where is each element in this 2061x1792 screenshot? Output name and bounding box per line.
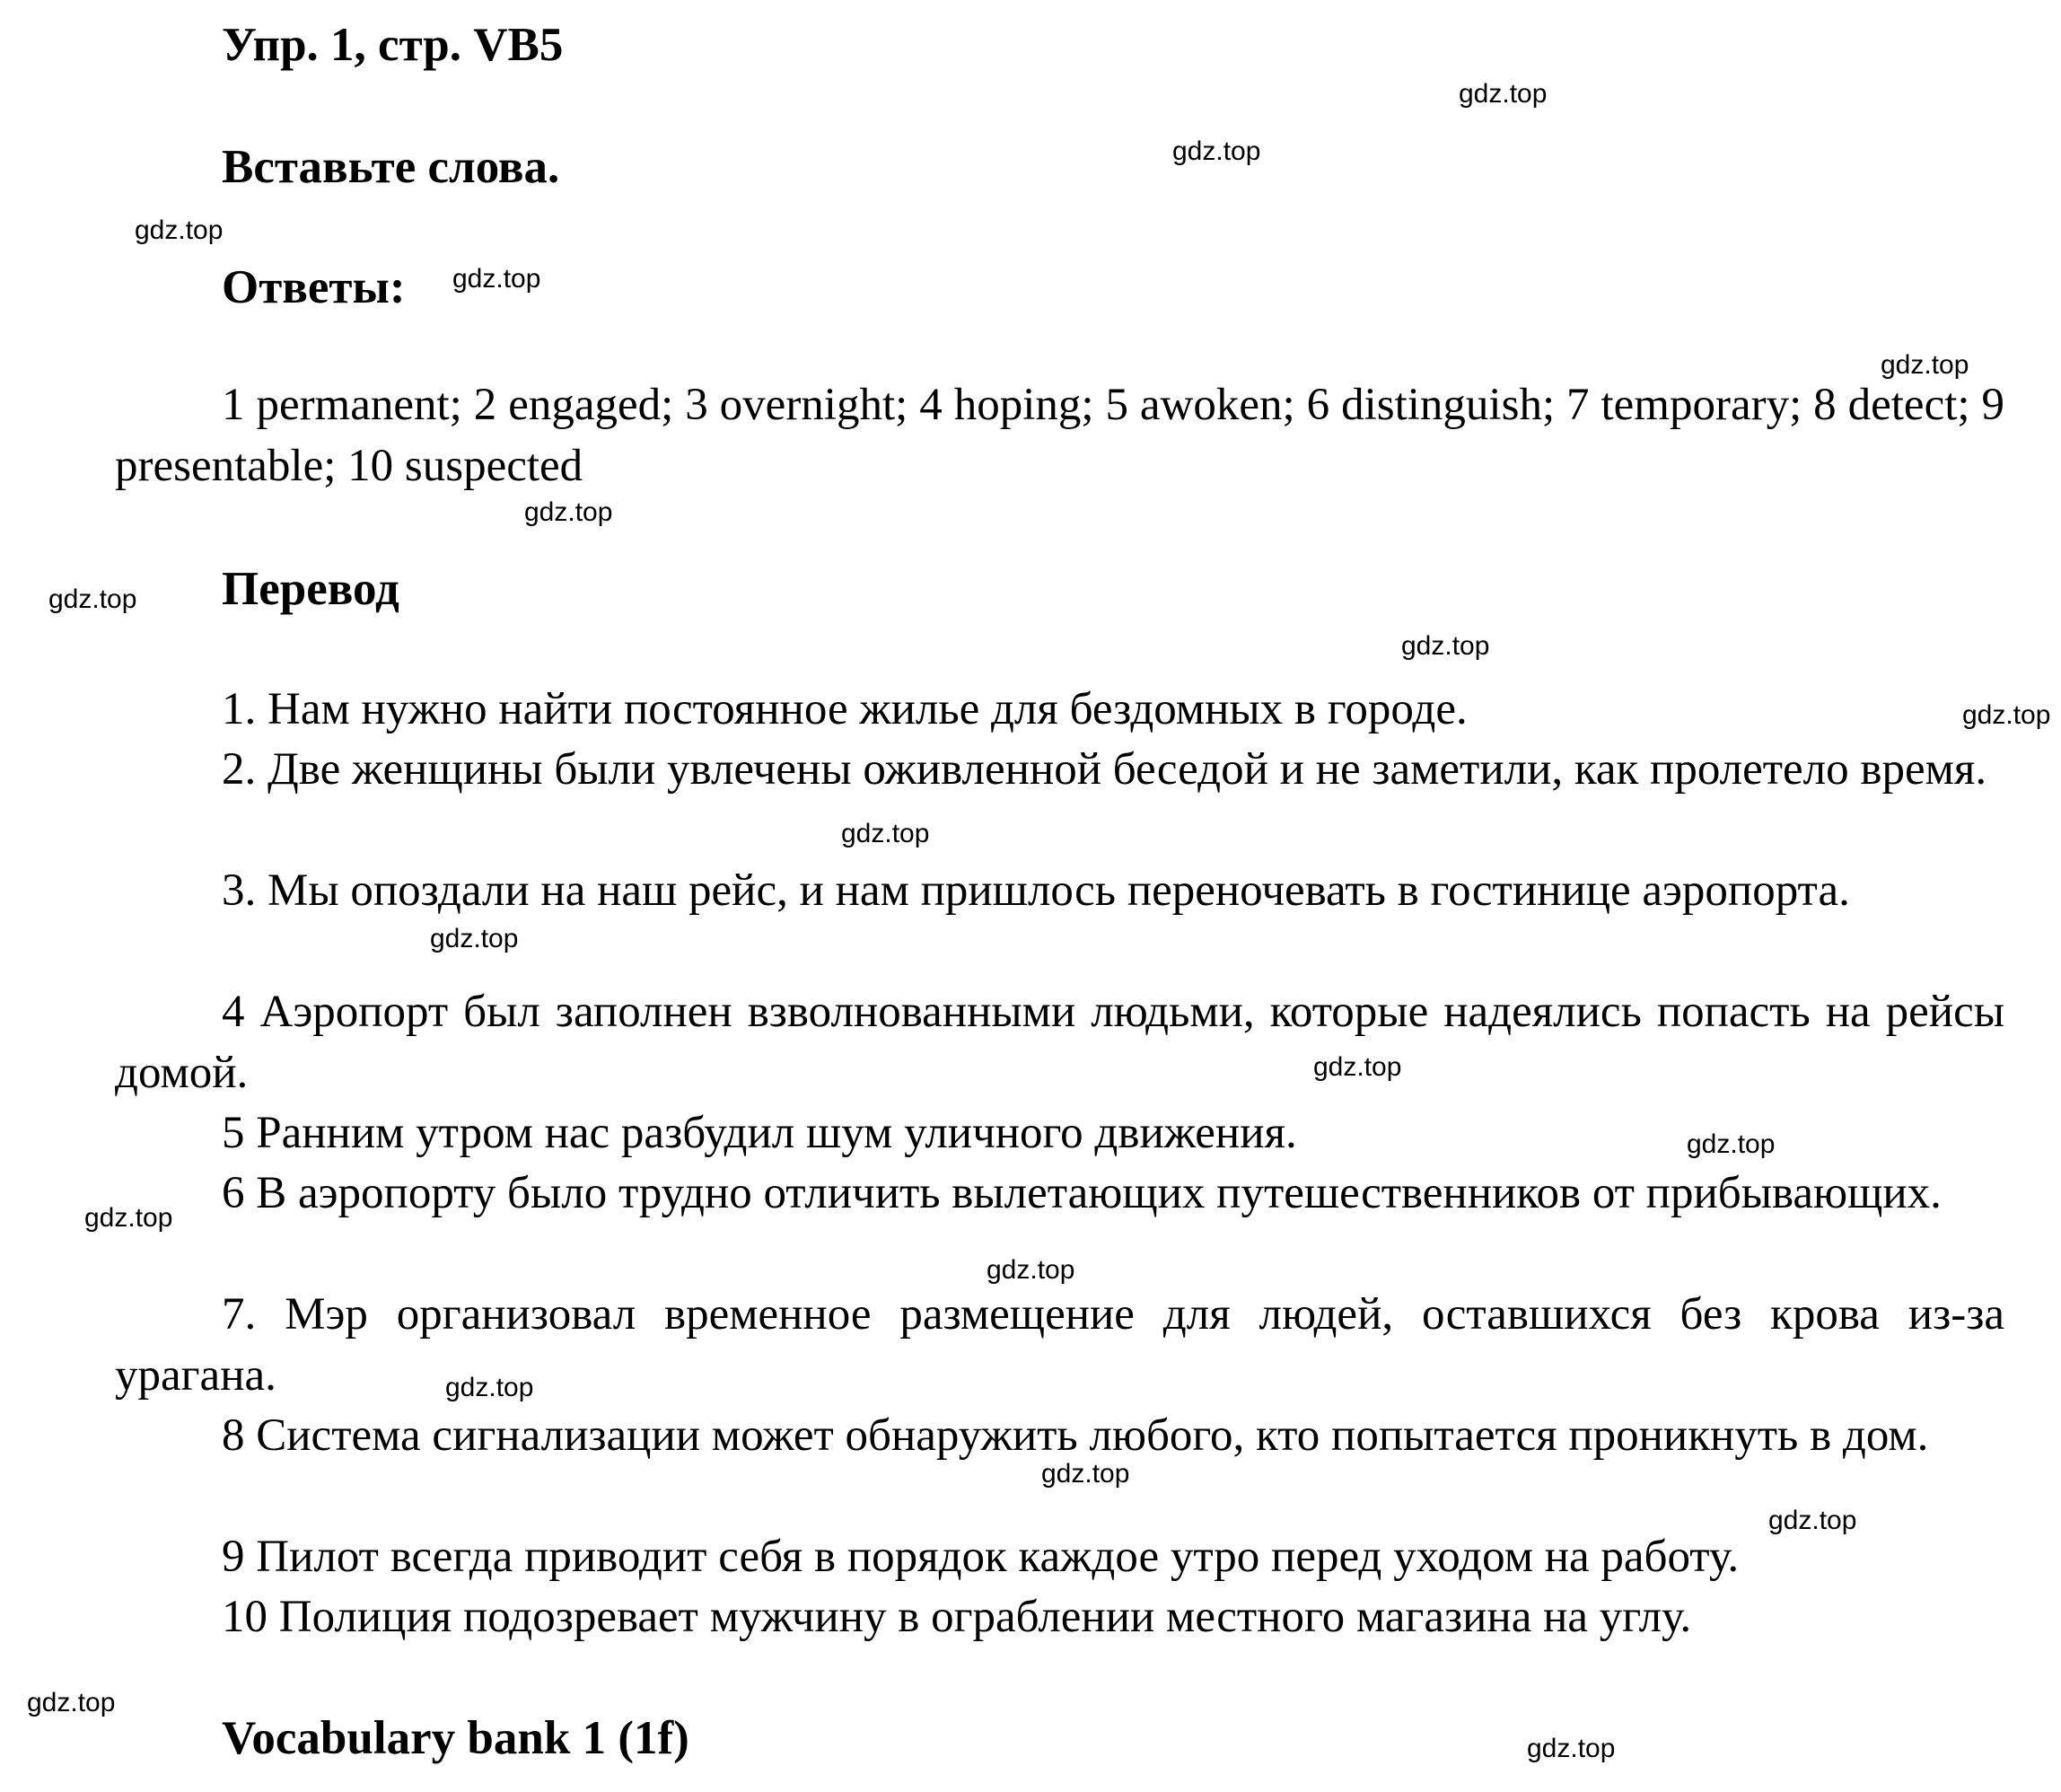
watermark: gdz.top bbox=[1401, 631, 1490, 661]
translation-item-4: 4 Аэропорт был заполнен взволнованными людьми, которые надеялись попасть на рейсы домой. bbox=[115, 987, 2004, 1098]
watermark: gdz.top bbox=[445, 1373, 534, 1402]
vocabulary-bank-heading: Vocabulary bank 1 (1f) bbox=[222, 1712, 689, 1764]
watermark: gdz.top bbox=[1459, 79, 1548, 109]
translation-item-3: 3. Мы опоздали на наш рейс, и нам пришлось переночевать в гостинице аэропорта. bbox=[222, 865, 1850, 916]
translation-item-6: 6 В аэропорту было трудно отличить вылетающих путешественников от прибывающих. bbox=[222, 1168, 1942, 1218]
watermark: gdz.top bbox=[48, 584, 137, 614]
watermark: gdz.top bbox=[524, 497, 613, 527]
watermark: gdz.top bbox=[1172, 136, 1261, 166]
answers-heading: Ответы: bbox=[222, 261, 406, 313]
watermark: gdz.top bbox=[841, 819, 930, 848]
task-instruction: Вставьте слова. bbox=[222, 141, 560, 193]
watermark: gdz.top bbox=[27, 1688, 116, 1717]
watermark: gdz.top bbox=[1881, 350, 1969, 380]
translation-item-1: 1. Нам нужно найти постоянное жилье для бездомных в городе. bbox=[222, 684, 1468, 734]
translation-item-10: 10 Полиция подозревает мужчину в ограблении местного магазина на углу. bbox=[222, 1592, 1692, 1642]
translation-item-2: 2. Две женщины были увлечены оживленной беседой и не заметили, как пролетело время. bbox=[222, 744, 1987, 795]
watermark: gdz.top bbox=[1768, 1506, 1857, 1535]
watermark: gdz.top bbox=[1962, 700, 2051, 730]
translation-item-9: 9 Пилот всегда приводит себя в порядок каждое утро перед уходом на работу. bbox=[222, 1532, 1740, 1582]
exercise-title: Упр. 1, стр. VB5 bbox=[222, 19, 564, 71]
translation-item-5: 5 Ранним утром нас разбудил шум уличного движения. bbox=[222, 1108, 1297, 1158]
watermark: gdz.top bbox=[84, 1203, 173, 1233]
watermark: gdz.top bbox=[1527, 1734, 1616, 1763]
watermark: gdz.top bbox=[987, 1255, 1075, 1285]
translation-heading: Перевод bbox=[222, 563, 399, 615]
watermark: gdz.top bbox=[452, 264, 541, 294]
translation-item-7: 7. Мэр организовал временное размещение для людей, оставшихся без крова из-за урагана. bbox=[115, 1289, 2004, 1401]
watermark: gdz.top bbox=[135, 215, 224, 245]
answers-text: 1 permanent; 2 engaged; 3 overnight; 4 hoping; 5 awoken; 6 distinguish; 7 temporary; 8 detect; 9 presentable; 10 suspected bbox=[115, 380, 2004, 491]
translation-item-8: 8 Система сигнализации может обнаружить любого, кто попытается проникнуть в дом. bbox=[222, 1410, 1929, 1461]
watermark: gdz.top bbox=[430, 924, 519, 953]
watermark: gdz.top bbox=[1687, 1129, 1776, 1159]
watermark: gdz.top bbox=[1041, 1459, 1130, 1489]
watermark: gdz.top bbox=[1313, 1052, 1402, 1082]
